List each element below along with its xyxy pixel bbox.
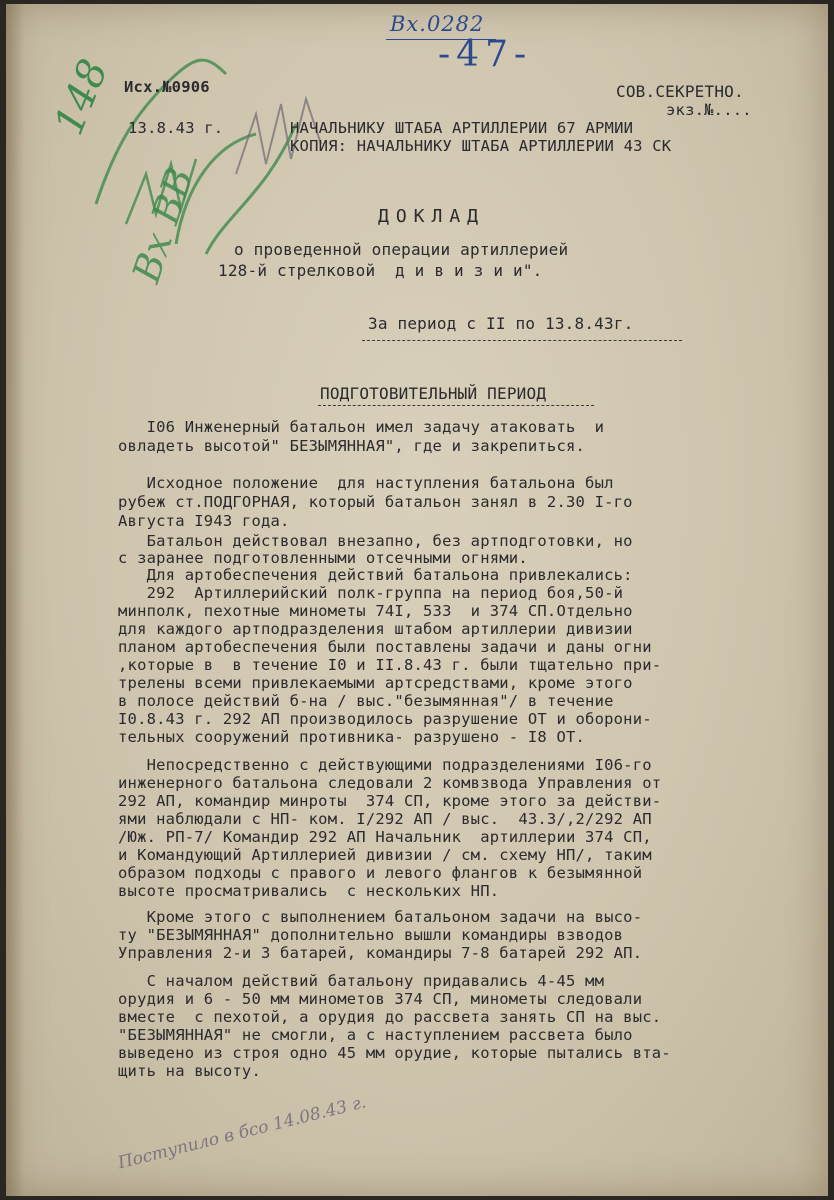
text-line: инженерного батальона следовали 2 комвзвода Управления от bbox=[118, 774, 662, 792]
text-line: С началом действий батальону придавались 4-45 мм bbox=[118, 972, 605, 990]
addressee-copy: КОПИЯ: НАЧАЛЬНИКУ ШТАБА АРТИЛЛЕРИИ 43 СК bbox=[290, 137, 672, 155]
incoming-stamp: Вх.0282 bbox=[390, 12, 485, 36]
text-line: с заранее подготовленными отсечными огнями. bbox=[118, 549, 528, 567]
text-line: щить на высоту. bbox=[118, 1062, 261, 1080]
page-edge-shadow bbox=[6, 4, 24, 1196]
copy-label: экз.№.... bbox=[666, 101, 752, 119]
document-title: ДОКЛАД bbox=[378, 206, 486, 227]
text-line: "БЕЗЫМЯННАЯ" не смогли, а с наступлением рассвета было bbox=[118, 1026, 633, 1044]
classification: СОВ.СЕКРЕТНО. bbox=[616, 82, 744, 101]
text-line: ,которые в в течение I0 и II.8.43 г. были тщательно при- bbox=[118, 656, 662, 674]
text-line: Для артобеспечения действий батальона привлекались: bbox=[118, 566, 633, 584]
addressee-main: НАЧАЛЬНИКУ ШТАБА АРТИЛЛЕРИИ 67 АРМИИ bbox=[290, 119, 634, 137]
document-date: 13.8.43 г. bbox=[128, 119, 224, 137]
text-line: для каждого артподразделения штабом артиллерии дивизии bbox=[118, 620, 633, 638]
text-line: в полосе действий б-на / выс."безымянная"/ в течение bbox=[118, 692, 614, 710]
green-handwritten-note: 148 bbox=[46, 53, 118, 142]
body-text bbox=[118, 4, 808, 1196]
text-line: Кроме этого с выполнением батальоном задачи на высо- bbox=[118, 908, 643, 926]
section-heading: ПОДГОТОВИТЕЛЬНЫЙ ПЕРИОД bbox=[320, 384, 547, 403]
text-line: и Командующий Артиллерией дивизии / см. схему НП/, таким bbox=[118, 846, 652, 864]
text-line: Августа I943 года. bbox=[118, 512, 290, 530]
title-line-1: о проведенной операции артиллерией bbox=[234, 240, 569, 259]
text-line: орудия и 6 - 50 мм минометов 374 СП, минометы следовали bbox=[118, 990, 643, 1008]
text-line: Непосредственно с действующими подразделениями I06-го bbox=[118, 756, 652, 774]
text-line: выведено из строя одно 45 мм орудие, которые пытались вта- bbox=[118, 1044, 671, 1062]
document-page bbox=[6, 4, 828, 1196]
text-line: планом артобеспечения были поставлены задачи и даны огни bbox=[118, 638, 652, 656]
text-line: образом подходы с правого и левого флангов к безымянной bbox=[118, 864, 643, 882]
text-line: 292 Артиллерийский полк-группа на период боя,50-й bbox=[118, 584, 624, 602]
text-line: 292 АП, командир минроты 374 СП, кроме этого за действи- bbox=[118, 792, 662, 810]
text-line: рубеж ст.ПОДГОРНАЯ, который батальон занял в 2.30 I-го bbox=[118, 493, 633, 511]
text-line: ту "БЕЗЫМЯННАЯ" дополнительно вышли командиры взводов bbox=[118, 926, 624, 944]
text-line: вместе с пехотой, а орудия до рассвета занять СП на выс. bbox=[118, 1008, 662, 1026]
green-handwritten-note-2: Вх ВВ bbox=[124, 162, 203, 288]
text-line: тельных сооружений противника- разрушено - I8 ОТ. bbox=[118, 728, 586, 746]
text-line: I0.8.43 г. 292 АП производилось разрушение ОТ и оборони- bbox=[118, 710, 652, 728]
text-line: /Юж. РП-7/ Командир 292 АП Начальник артиллерии 374 СП, bbox=[118, 828, 652, 846]
text-line: Управления 2-и 3 батарей, командиры 7-8 батарей 292 АП. bbox=[118, 944, 643, 962]
text-line: Исходное положение для наступления батальона был bbox=[118, 474, 614, 492]
outgoing-number: Исх.№0906 bbox=[124, 78, 210, 96]
received-note: Поступило в бсо 14.08.43 г. bbox=[116, 1092, 369, 1174]
reporting-period: За период с II по 13.8.43г. bbox=[368, 314, 634, 333]
text-line: овладеть высотой" БЕЗЫМЯННАЯ", где и закрепиться. bbox=[118, 437, 586, 455]
text-line: высоте просматривались с нескольких НП. bbox=[118, 882, 500, 900]
text-line: Батальон действовал внезапно, без артподготовки, но bbox=[118, 532, 633, 550]
text-line: трелены всеми привлекаемыми артсредствами, кроме этого bbox=[118, 674, 633, 692]
text-line: ями наблюдали с НП- ком. I/292 АП / выс. 43.3/,2/292 АП bbox=[118, 810, 652, 828]
text-line: I06 Инженерный батальон имел задачу атаковать и bbox=[118, 418, 605, 436]
text-line: минполк, пехотные минометы 74I, 533 и 374 СП.Отдельно bbox=[118, 602, 633, 620]
page-number: -47- bbox=[438, 34, 533, 75]
title-line-2: 128-й стрелковой д и в и з и и". bbox=[218, 261, 543, 280]
